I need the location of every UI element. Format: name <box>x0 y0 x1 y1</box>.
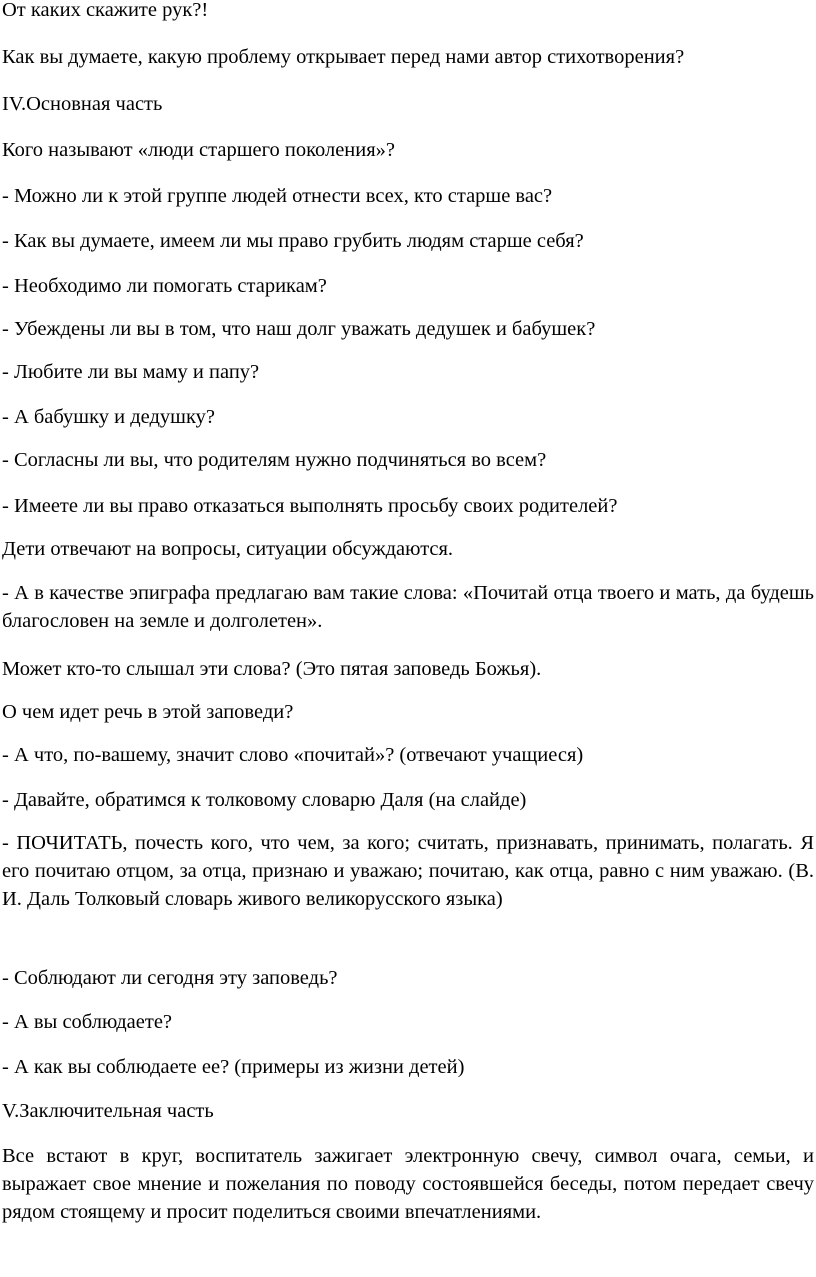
paragraph-dal-dictionary: - Давайте, обратимся к толковому словарю Даля (на слайде) <box>2 789 527 811</box>
paragraph-epigraph: - А в качестве эпиграфа предлагаю вам такие слова: «Почитай отца твоего и мать, да будешь благословен на земле и долголетен». <box>2 582 814 632</box>
section-heading-final-part: V.Заключительная часть <box>2 1100 214 1122</box>
paragraph-question-love-parents: - Любите ли вы маму и папу? <box>2 361 260 383</box>
paragraph-question-obey-parents: - Согласны ли вы, что родителям нужно подчиняться во всем? <box>2 449 547 471</box>
paragraph-heard-words: Может кто-то слышал эти слова? (Это пятая заповедь Божья). <box>2 658 542 680</box>
paragraph-question-respect-grandparents: - Убеждены ли вы в том, что наш долг уважать дедушек и бабушек? <box>2 318 596 340</box>
paragraph-question-refuse-request: - Имеете ли вы право отказаться выполнять просьбу своих родителей? <box>2 495 618 517</box>
paragraph-do-you-observe: - А вы соблюдаете? <box>2 1011 173 1033</box>
paragraph-children-answer: Дети отвечают на вопросы, ситуации обсуждаются. <box>2 538 454 560</box>
paragraph-how-observe: - А как вы соблюдаете ее? (примеры из жизни детей) <box>2 1056 465 1078</box>
section-heading-main-part: IV.Основная часть <box>2 93 163 115</box>
paragraph-question-whose-hands: От каких скажите рук?! <box>2 0 209 21</box>
paragraph-question-group: - Можно ли к этой группе людей отнести всех, кто старше вас? <box>2 185 553 207</box>
paragraph-candle-circle: Все встают в круг, воспитатель зажигает электронную свечу, символ очага, семьи, и выражает свое мнение и пожелания по поводу состоявшейся беседы, потом передает свечу рядом стоящему и просит поделиться своими впечатлениями. <box>2 1145 814 1223</box>
paragraph-commandment-about: О чем идет речь в этой заповеди? <box>2 701 294 723</box>
paragraph-question-grandparents: - А бабушку и дедушку? <box>2 406 215 428</box>
paragraph-question-problem: Как вы думаете, какую проблему открывает перед нами автор стихотворения? <box>2 46 685 68</box>
paragraph-question-help-elderly: - Необходимо ли помогать старикам? <box>2 275 327 297</box>
paragraph-question-older-generation: Кого называют «люди старшего поколения»? <box>2 139 396 161</box>
paragraph-word-meaning: - А что, по-вашему, значит слово «почитай»? (отвечают учащиеся) <box>2 744 584 766</box>
paragraph-question-rude: - Как вы думаете, имеем ли мы право грубить людям старше себя? <box>2 230 584 252</box>
paragraph-dictionary-definition: - ПОЧИТАТЬ, почесть кого, что чем, за кого; считать, признавать, принимать, полагать. Я его почитаю отцом, за отца, признаю и уважаю; почитаю, как отца, равно с ним уважаю. (В. И. Даль Толковый словарь живого великорусского языка) <box>2 832 814 910</box>
paragraph-observe-today: - Соблюдают ли сегодня эту заповедь? <box>2 967 338 989</box>
